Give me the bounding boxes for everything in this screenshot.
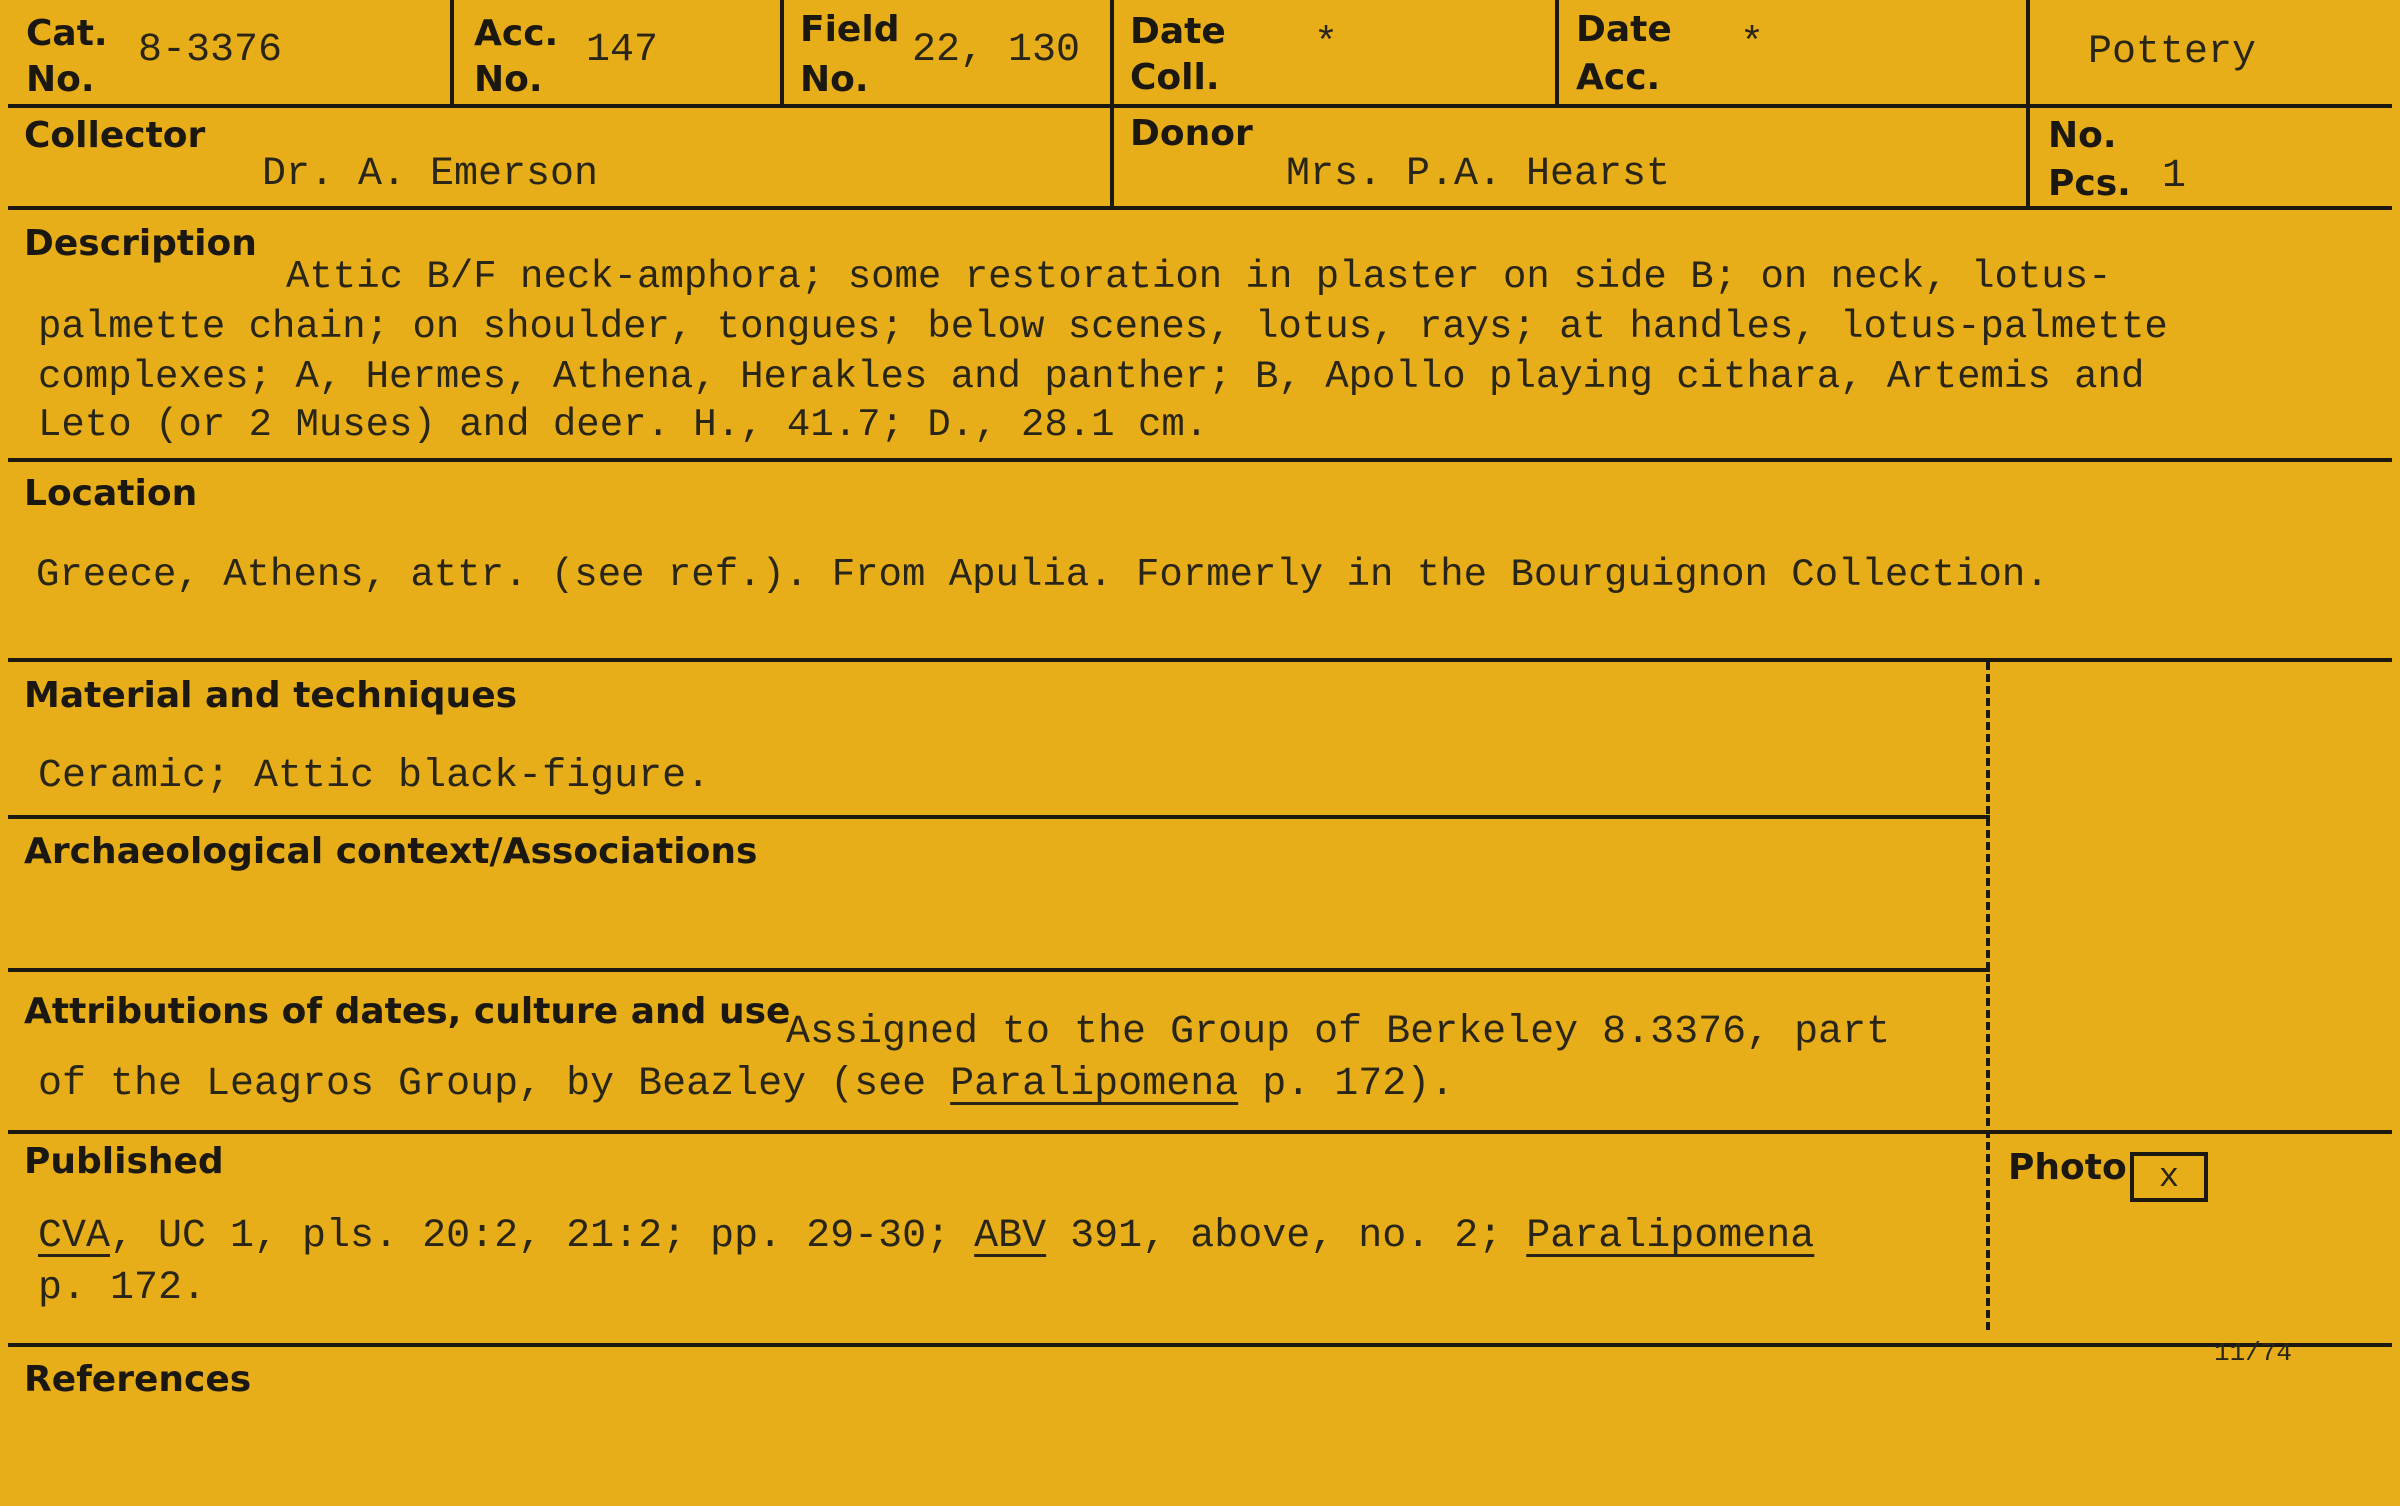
location-label: Location bbox=[24, 473, 198, 514]
description-line-3: complexes; A, Hermes, Athena, Herakles and panther; B, Apollo playing cithara, Artemis and bbox=[38, 355, 2145, 399]
date-coll-label: Date bbox=[1130, 11, 1226, 52]
published-text-2: 391, above, no. 2; bbox=[1046, 1214, 1527, 1259]
rule-description-bottom bbox=[8, 458, 2392, 462]
rule-location-bottom bbox=[8, 658, 2392, 662]
cat-label: Cat. bbox=[26, 13, 108, 54]
description-label: Description bbox=[24, 223, 257, 264]
published-line-2: p. 172. bbox=[38, 1266, 207, 1311]
category-text: Pottery bbox=[2088, 30, 2257, 75]
rule-photo-column bbox=[1986, 662, 1990, 1330]
date-acc-value: * bbox=[1740, 22, 1765, 67]
field-number: 22, 130 bbox=[912, 28, 1081, 73]
material-label: Material and techniques bbox=[24, 675, 518, 716]
attributions-line-1: Assigned to the Group of Berkeley 8.3376, part bbox=[786, 1010, 1891, 1055]
donor-label: Donor bbox=[1130, 113, 1253, 154]
field-label: Field bbox=[800, 9, 900, 50]
date-coll-label-2: Coll. bbox=[1130, 57, 1220, 98]
references-label: References bbox=[24, 1359, 252, 1400]
published-label: Published bbox=[24, 1141, 224, 1182]
rule-context-bottom bbox=[8, 968, 1990, 972]
cat-no-label: No. bbox=[26, 59, 95, 100]
date-acc-label: Date bbox=[1576, 9, 1672, 50]
date-coll-value: * bbox=[1314, 22, 1339, 67]
paralipomena-reference: Paralipomena bbox=[950, 1062, 1239, 1107]
material-text: Ceramic; Attic black-figure. bbox=[38, 754, 711, 799]
rule-row2-bottom bbox=[8, 206, 2392, 210]
rule-material-bottom bbox=[8, 815, 1990, 819]
description-line-2: palmette chain; on shoulder, tongues; below scenes, lotus, rays; at handles, lotus-palmette bbox=[38, 305, 2168, 349]
description-line-1: Attic B/F neck-amphora; some restoration in plaster on side B; on neck, lotus- bbox=[286, 255, 2112, 299]
rule-col-acc bbox=[780, 0, 784, 106]
collector-name: Dr. A. Emerson bbox=[262, 152, 599, 197]
photo-label: Photo bbox=[2008, 1147, 2127, 1188]
acc-number: 147 bbox=[586, 28, 659, 73]
pcs-label: Pcs. bbox=[2048, 163, 2131, 204]
cva-reference: CVA bbox=[38, 1214, 111, 1259]
location-text: Greece, Athens, attr. (see ref.). From Apulia. Formerly in the Bourguignon Collection. bbox=[36, 553, 2049, 597]
no-label: No. bbox=[2048, 115, 2117, 156]
rule-col-dateacc bbox=[2026, 0, 2030, 208]
rule-col-datecoll bbox=[1555, 0, 1559, 106]
attributions-line-2-prefix: of the Leagros Group, by Beazley (see bbox=[38, 1062, 951, 1107]
attributions-label: Attributions of dates, culture and use bbox=[24, 991, 791, 1032]
acc-no-label: No. bbox=[474, 59, 543, 100]
rule-col-cat bbox=[450, 0, 454, 106]
cat-number: 8-3376 bbox=[138, 28, 283, 73]
pcs-value: 1 bbox=[2162, 154, 2187, 199]
donor-name: Mrs. P.A. Hearst bbox=[1286, 152, 1671, 197]
rule-col-field bbox=[1110, 0, 1114, 208]
rule-attributions-bottom bbox=[8, 1130, 2392, 1134]
description-line-4: Leto (or 2 Muses) and deer. H., 41.7; D., 28.1 cm. bbox=[38, 403, 1209, 447]
rule-header-bottom bbox=[8, 104, 2392, 108]
date-stamp: 11/74 bbox=[2214, 1338, 2293, 1368]
field-no-label: No. bbox=[800, 59, 869, 100]
date-acc-label-2: Acc. bbox=[1576, 57, 1661, 98]
paralipomena-published-reference: Paralipomena bbox=[1526, 1214, 1815, 1259]
abv-reference: ABV bbox=[974, 1214, 1047, 1259]
rule-published-bottom bbox=[8, 1343, 2392, 1347]
attributions-line-2 bbox=[38, 1060, 1454, 1110]
published-text-1: , UC 1, pls. 20:2, 21:2; pp. 29-30; bbox=[110, 1214, 975, 1259]
published-line-1 bbox=[38, 1212, 1814, 1262]
collector-label: Collector bbox=[24, 115, 206, 156]
photo-checkbox[interactable]: x bbox=[2130, 1152, 2208, 1202]
acc-label: Acc. bbox=[474, 13, 559, 54]
context-label: Archaeological context/Associations bbox=[24, 831, 758, 872]
attributions-line-2-suffix: p. 172). bbox=[1238, 1062, 1455, 1107]
